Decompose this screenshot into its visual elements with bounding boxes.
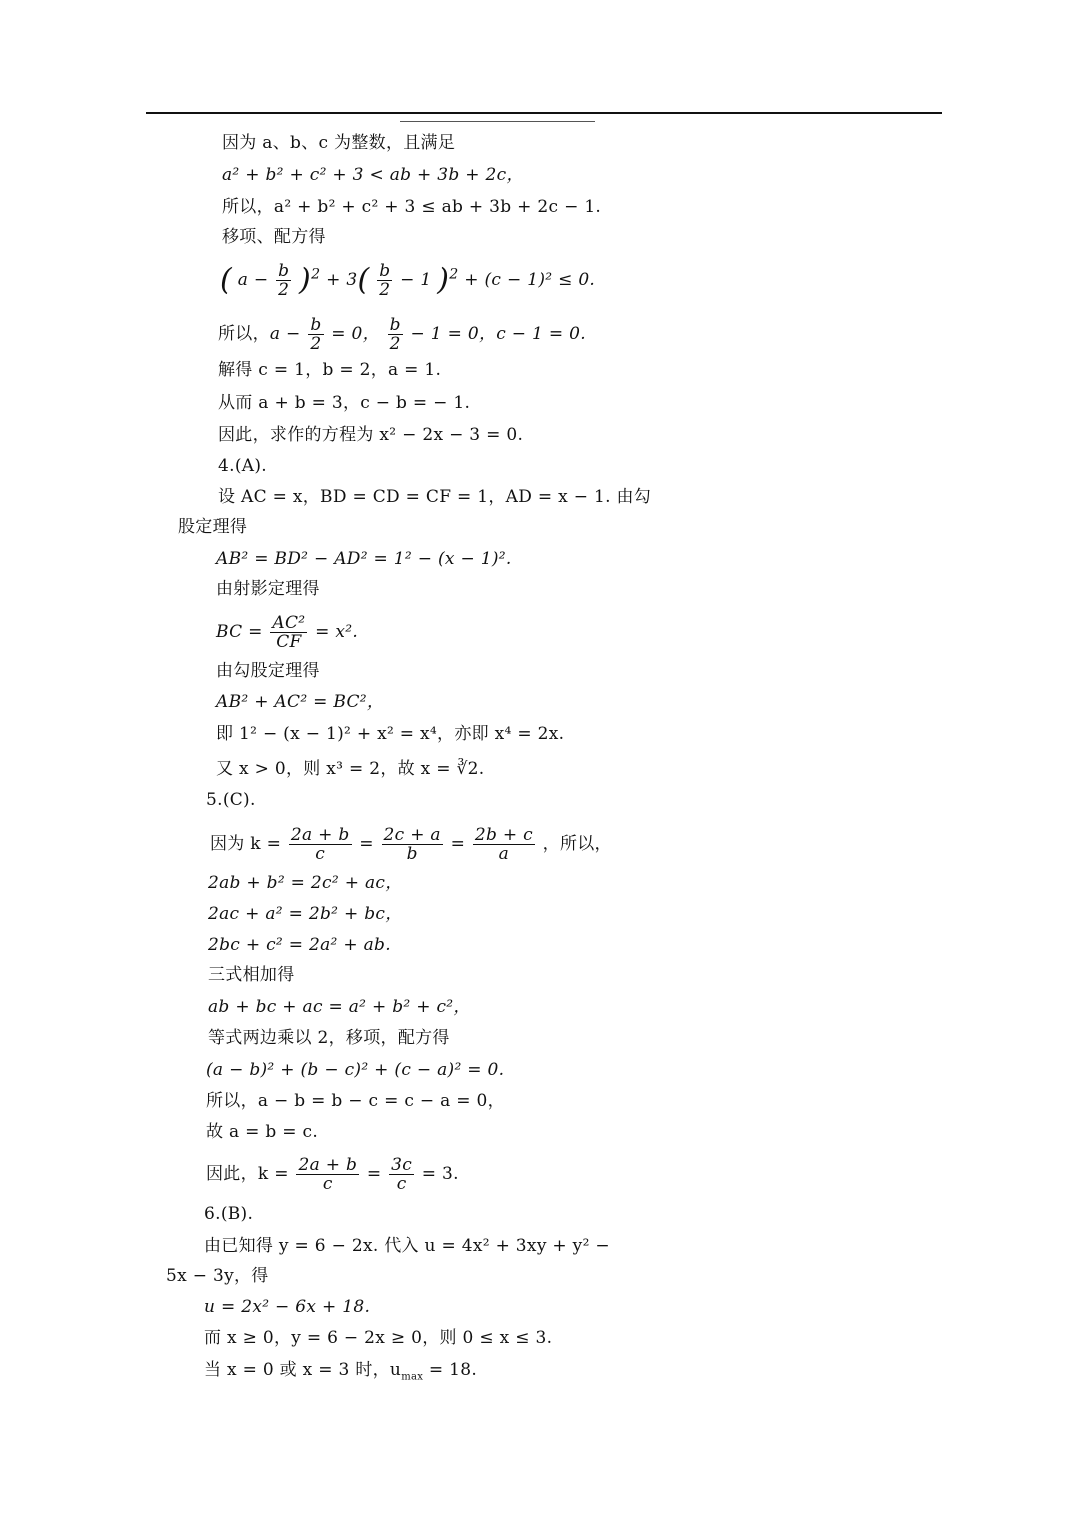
text-line-umax: [204, 1359, 477, 1388]
paren-close: ): [299, 262, 312, 298]
formula-completed-square: [220, 262, 595, 299]
text-line: 即 1² − (x − 1)² + x² = x⁴，亦即 x⁴ = 2x.: [216, 724, 565, 744]
fraction: [276, 262, 291, 299]
formula-k-result: [206, 1156, 459, 1193]
text-line: u = 2x² − 6x + 18.: [204, 1297, 371, 1317]
text-line: 5x − 3y，得: [166, 1266, 269, 1286]
fraction-den: b: [406, 844, 418, 864]
formula-part: =: [450, 834, 466, 854]
header-rule: [146, 112, 942, 114]
formula-part: =: [366, 1164, 382, 1184]
fraction-den: 2: [389, 334, 401, 354]
fraction-num: AC²: [272, 613, 306, 633]
text-line: (a − b)² + (b − c)² + (c − a)² = 0.: [206, 1060, 505, 1080]
problem-number: 6.(B).: [204, 1204, 254, 1224]
formula-part: a −: [237, 270, 269, 290]
text-line: 所以，a² + b² + c² + 3 ≤ ab + 3b + 2c − 1.: [222, 197, 602, 217]
fraction: [289, 826, 352, 863]
formula-part: + 3: [326, 270, 358, 290]
formula-projection: [216, 614, 358, 651]
text-line: 设 AC = x，BD = CD = CF = 1，AD = x − 1. 由勾: [218, 487, 652, 507]
fraction: [382, 826, 443, 863]
fraction-num: 2a + b: [290, 825, 350, 845]
fraction-den: c: [322, 1174, 333, 1194]
text-line: 等式两边乘以 2，移项，配方得: [208, 1028, 450, 1048]
formula-part: + (c − 1)² ≤ 0.: [464, 270, 596, 290]
fraction-num: b: [379, 261, 391, 281]
formula-part: = 18.: [428, 1360, 478, 1380]
fraction-num: b: [278, 261, 290, 281]
fraction-den: a: [498, 844, 510, 864]
fraction-num: 2c + a: [383, 825, 441, 845]
text-line: 移项、配方得: [222, 227, 326, 247]
formula-part: − 1 = 0，c − 1 = 0.: [410, 324, 586, 344]
formula-part: = 0，: [331, 324, 380, 344]
text-line: 2ac + a² = 2b² + bc，: [208, 904, 403, 924]
fraction-den: 2: [379, 280, 391, 300]
fraction-num: b: [310, 315, 322, 335]
formula-part: = 3.: [421, 1164, 459, 1184]
header-subrule: [400, 121, 595, 122]
fraction-den: c: [396, 1174, 407, 1194]
formula-part: 因此，k =: [206, 1164, 289, 1184]
fraction: [388, 316, 403, 353]
formula-part: 当 x = 0 或 x = 3 时，u: [204, 1360, 402, 1380]
text-line: 故 a = b = c.: [206, 1122, 319, 1142]
text-line: 又 x > 0，则 x³ = 2，故 x = ∛2.: [216, 759, 485, 779]
text-line: ab + bc + ac = a² + b² + c²，: [208, 997, 471, 1017]
text-line: 从而 a + b = 3，c − b = − 1.: [218, 393, 471, 413]
text-line: 因为 a、b、c 为整数，且满足: [222, 133, 456, 153]
fraction-num: 3c: [391, 1155, 413, 1175]
fraction: [377, 262, 392, 299]
formula-part: =: [359, 834, 374, 854]
text-line: 三式相加得: [208, 965, 295, 985]
paren-open: (: [220, 262, 233, 298]
fraction-num: 2a + b: [298, 1155, 358, 1175]
text-line: 因此，求作的方程为 x² − 2x − 3 = 0.: [218, 425, 524, 445]
formula-part: 因为 k =: [210, 834, 282, 854]
text-line: 2ab + b² = 2c² + ac，: [208, 873, 403, 893]
text-line: 解得 c = 1，b = 2，a = 1.: [218, 360, 442, 380]
formula-solution: [218, 316, 586, 353]
text-line: 股定理得: [178, 517, 248, 537]
text-line: 由勾股定理得: [216, 661, 320, 681]
text-line: 所以，a − b = b − c = c − a = 0，: [206, 1091, 505, 1111]
superscript: 2: [449, 266, 459, 283]
text-line: 由已知得 y = 6 − 2x. 代入 u = 4x² + 3xy + y² −: [204, 1236, 610, 1256]
fraction-num: b: [389, 315, 401, 335]
problem-number: 5.(C).: [206, 790, 256, 810]
formula-part: BC =: [216, 622, 263, 642]
text-line: a² + b² + c² + 3 < ab + 3b + 2c，: [222, 165, 524, 185]
subscript: max: [401, 1371, 424, 1383]
text-line: 2bc + c² = 2a² + ab.: [208, 935, 391, 955]
fraction: [270, 614, 307, 651]
text-line: AB² = BD² − AD² = 1² − (x − 1)².: [216, 549, 512, 569]
fraction: [296, 1156, 359, 1193]
fraction: [308, 316, 323, 353]
formula-part: a −: [269, 324, 301, 344]
fraction: [473, 826, 535, 863]
fraction-den: CF: [276, 632, 302, 652]
text-line: 而 x ≥ 0，y = 6 − 2x ≥ 0，则 0 ≤ x ≤ 3.: [204, 1328, 553, 1348]
superscript: 2: [311, 266, 321, 283]
fraction-num: 2b + c: [474, 825, 533, 845]
formula-part: 所以，: [218, 324, 270, 344]
paren-close: ): [437, 262, 450, 298]
formula-k-ratio: [210, 826, 612, 863]
formula-part: ，所以，: [542, 834, 612, 854]
formula-part: − 1: [400, 270, 432, 290]
fraction-den: 2: [278, 280, 290, 300]
text-line: AB² + AC² = BC²，: [216, 692, 385, 712]
paren-open: (: [357, 262, 370, 298]
formula-part: = x².: [315, 622, 359, 642]
fraction-den: 2: [310, 334, 322, 354]
fraction-den: c: [315, 844, 326, 864]
fraction: [389, 1156, 414, 1193]
problem-number: 4.(A).: [218, 456, 267, 476]
text-line: 由射影定理得: [216, 579, 320, 599]
